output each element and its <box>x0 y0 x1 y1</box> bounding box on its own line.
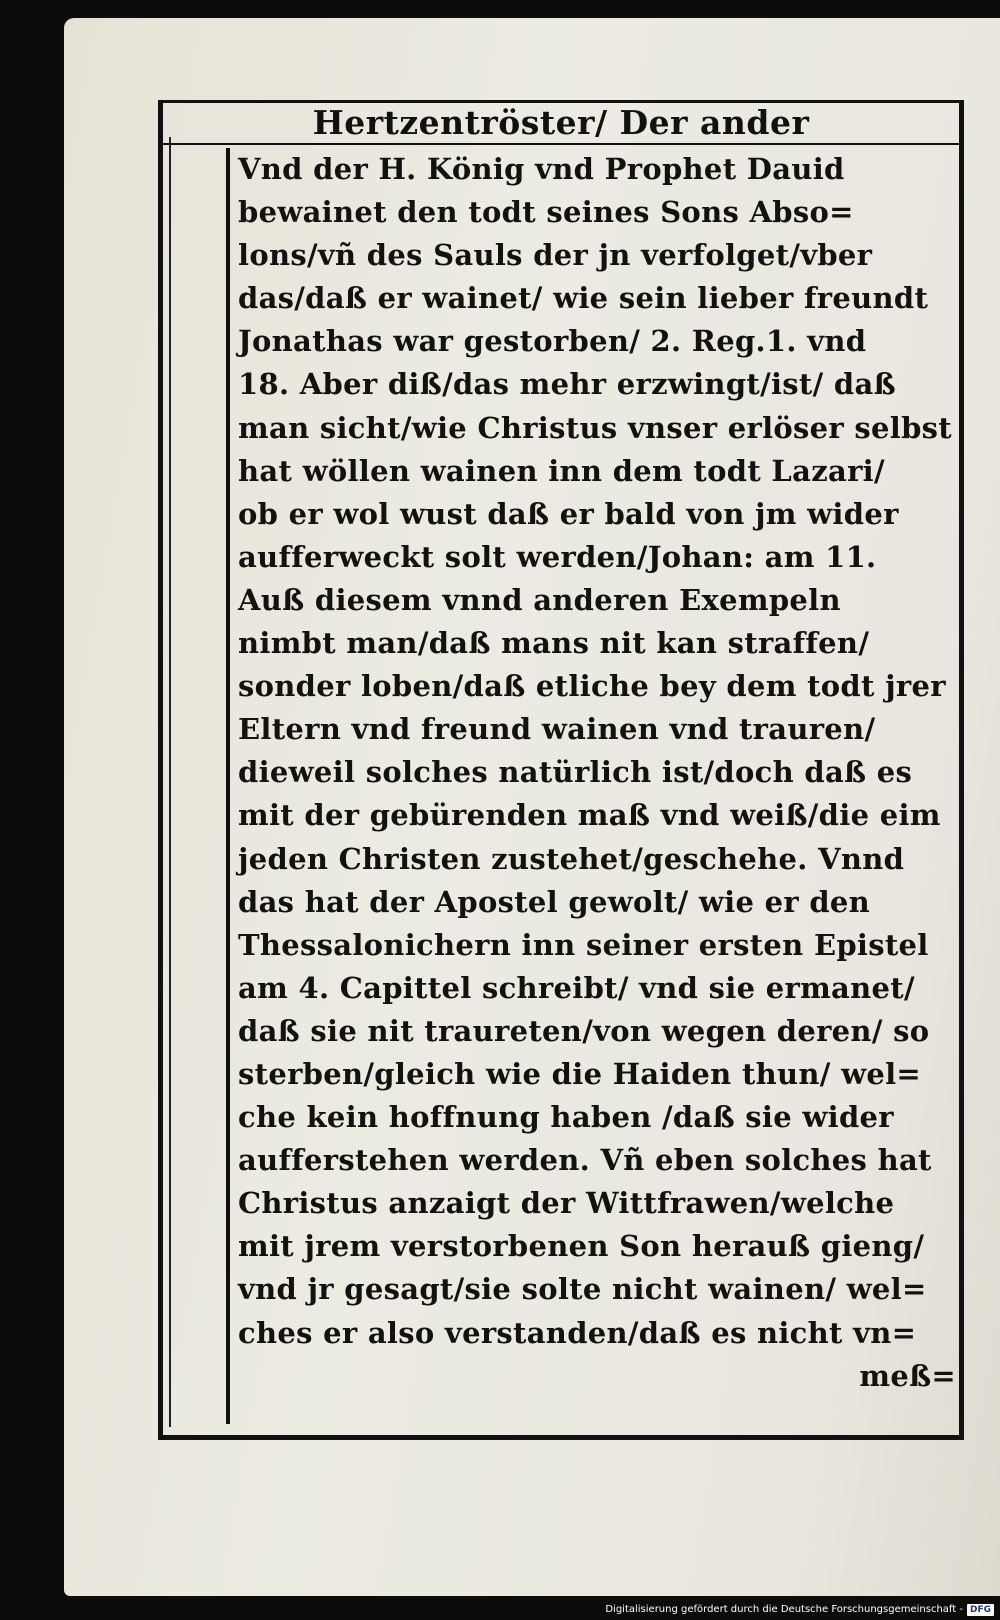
text-line: nimbt man/daß mans nit kan straffen/ <box>238 626 870 661</box>
text-line: daß sie nit traureten/von wegen deren/ so <box>238 1013 930 1048</box>
text-line: vnd jr gesagt/sie solte nicht wainen/ wel= <box>238 1272 927 1307</box>
text-line: sonder loben/daß etliche bey dem todt jrer <box>238 669 946 704</box>
margin-rule <box>226 148 230 1424</box>
text-line: das hat der Apostel gewolt/ wie er den <box>238 884 871 919</box>
text-line: hat wöllen wainen inn dem todt Lazari/ <box>238 453 885 488</box>
text-block <box>238 148 960 1398</box>
text-line: mit jrem verstorbenen Son herauß gieng/ <box>238 1229 925 1264</box>
dfg-logo: DFG <box>967 1604 994 1616</box>
text-line: man sicht/wie Christus vnser erlöser selbst <box>238 410 952 445</box>
text-line: aufferstehen werden. Vñ eben solches hat <box>238 1143 932 1178</box>
text-line: meß= <box>859 1358 956 1393</box>
text-line: jeden Christen zustehet/geschehe. Vnnd <box>238 841 905 876</box>
text-line: 18. Aber diß/das mehr erzwingt/ist/ daß <box>238 367 896 402</box>
text-line: Thessalonichern inn seiner ersten Epistel <box>238 927 929 962</box>
text-line: sterben/gleich wie die Haiden thun/ wel= <box>238 1056 922 1091</box>
text-line: mit der gebürenden maß vnd weiß/die eim <box>238 798 941 833</box>
text-line: lons/vñ des Sauls der jn verfolget/vber <box>238 238 873 273</box>
text-line: Eltern vnd freund wainen vnd trauren/ <box>238 712 876 747</box>
text-line: am 4. Capittel schreibt/ vnd sie ermanet/ <box>238 970 915 1005</box>
text-line: aufferweckt solt werden/Johan: am 11. <box>238 539 877 574</box>
text-line: ob er wol wust daß er bald von jm wider <box>238 496 899 531</box>
text-line: Christus anzaigt der Wittfrawen/welche <box>238 1186 895 1221</box>
text-line: ches er also verstanden/daß es nicht vn= <box>238 1315 917 1350</box>
footer-credit-text: Digitalisierung gefördert durch die Deutsche Forschungsgemeinschaft - <box>605 1604 963 1615</box>
text-line: dieweil solches natürlich ist/doch daß es <box>238 755 913 790</box>
footer-credit <box>605 1602 994 1618</box>
text-line: Vnd der H. König vnd Prophet Dauid <box>238 152 845 186</box>
text-line: Auß diesem vnnd anderen Exempeln <box>238 582 841 617</box>
text-line: che kein hoffnung haben /daß sie wider <box>238 1100 894 1135</box>
frame-inner-rule <box>169 137 171 1427</box>
text-line: Jonathas war gestorben/ 2. Reg.1. vnd <box>238 324 867 359</box>
text-line: das/daß er wainet/ wie sein lieber freundt <box>238 281 929 316</box>
running-head: Hertzentröster/ Der ander <box>163 103 959 145</box>
text-line: bewainet den todt seines Sons Abso= <box>238 195 854 230</box>
